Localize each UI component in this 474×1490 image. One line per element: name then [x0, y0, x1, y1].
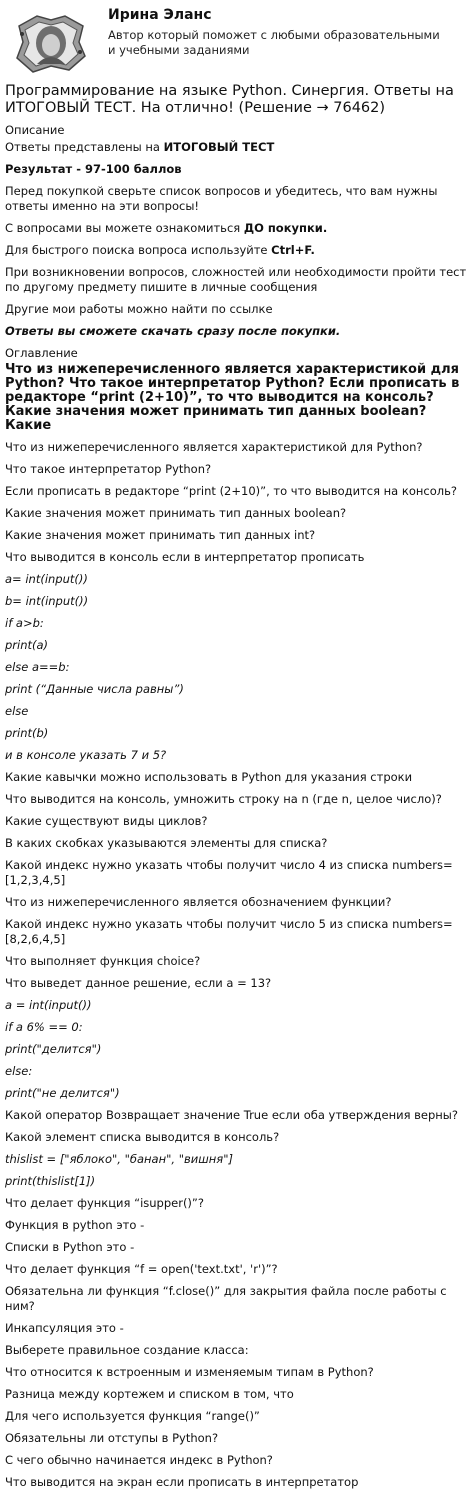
- question-item: if a 6% == 0:: [5, 1020, 83, 1034]
- question-item: Какие кавычки можно использовать в Python для указания строки: [5, 770, 413, 784]
- result-line: Результат - 97-100 баллов: [5, 162, 182, 176]
- toc-heading: Что из нижеперечисленного является характеристикой для Python? Что такое интерпретатор Python? Если прописать в редакторе “print (2+10)”, то что выводится на консоль? Какие значения может принимать тип данных boolean? Какие: [5, 362, 460, 433]
- question-item: Какие значения может принимать тип данных boolean?: [5, 506, 347, 520]
- question-item: Какой элемент списка выводится в консоль?: [5, 1130, 280, 1144]
- question-item: thislist = ["яблоко", "банан", "вишня"]: [5, 1152, 233, 1166]
- question-item: else a==b:: [5, 660, 70, 674]
- description-label: Описание: [5, 123, 65, 137]
- question-item: Функция в python это -: [5, 1218, 145, 1232]
- question-item: a= int(input()): [5, 572, 88, 586]
- search-line: [5, 243, 468, 258]
- question-item: Для чего используется функция “range()”: [5, 1409, 260, 1423]
- question-list: [5, 440, 468, 1490]
- question-item: Какие значения может принимать тип данных int?: [5, 528, 316, 542]
- question-item: Если прописать в редакторе “print (2+10)”, то что выводится на консоль?: [5, 484, 457, 498]
- author-description: Автор который поможет с любыми образовательными и учебными заданиями: [108, 28, 440, 57]
- author-name[interactable]: Ирина Эланс: [108, 7, 212, 23]
- question-item: Что делает функция “f = open('text.txt', 'r')”?: [5, 1262, 278, 1276]
- check-note: Перед покупкой сверьте список вопросов и убедитесь, что вам нужны ответы именно на эти вопросы!: [5, 184, 438, 213]
- question-item: Какие существуют виды циклов?: [5, 814, 208, 828]
- question-item: Что такое интерпретатор Python?: [5, 462, 212, 476]
- question-item: print("не делится"): [5, 1086, 120, 1100]
- answers-bold: ИТОГОВЫЙ ТЕСТ: [163, 140, 275, 154]
- question-item: print(b): [5, 726, 49, 740]
- question-item: print("делится"): [5, 1042, 102, 1056]
- question-item: В каких скобках указываются элементы для списка?: [5, 836, 328, 850]
- question-item: Выберете правильное создание класса:: [5, 1343, 249, 1357]
- familiar-prefix: С вопросами вы можете ознакомиться: [5, 221, 244, 235]
- question-item: Что из нижеперечисленного является характеристикой для Python?: [5, 440, 423, 454]
- question-item: Какой индекс нужно указать чтобы получит число 4 из списка numbers= [1,2,3,4,5]: [5, 858, 453, 887]
- question-item: Что из нижеперечисленного является обозначением функции?: [5, 895, 392, 909]
- search-prefix: Для быстрого поиска вопроса используйте: [5, 243, 272, 257]
- question-item: Что выводится в консоль если в интерпретатор прописать: [5, 550, 365, 564]
- question-item: b= int(input()): [5, 594, 89, 608]
- question-item: С чего обычно начинается индекс в Python?: [5, 1453, 273, 1467]
- question-item: Что выведет данное решение, если a = 13?: [5, 976, 272, 990]
- question-item: print (“Данные числа равны”): [5, 682, 184, 696]
- question-item: else: [5, 704, 29, 718]
- question-item: Что относится к встроенным и изменяемым типам в Python?: [5, 1365, 374, 1379]
- question-item: print(a): [5, 638, 49, 652]
- question-item: Какой оператор Возвращает значение True если оба утверждения верны?: [5, 1108, 458, 1122]
- question-item: Разница между кортежем и списком в том, что: [5, 1387, 294, 1401]
- question-item: if a>b:: [5, 616, 44, 630]
- question-item: print(thislist[1]): [5, 1174, 96, 1188]
- page-title: Программирование на языке Python. Синергия. Ответы на ИТОГОВЫЙ ТЕСТ. На отлично! (Решение → 76462): [5, 83, 454, 116]
- question-item: a = int(input()): [5, 998, 92, 1012]
- question-item: Обязательны ли отступы в Python?: [5, 1431, 219, 1445]
- avatar[interactable]: [13, 12, 89, 76]
- download-note: Ответы вы сможете скачать сразу после покупки.: [5, 324, 341, 338]
- question-item: Что делает функция “isupper()”?: [5, 1196, 204, 1210]
- question-item: Какой индекс нужно указать чтобы получит число 5 из списка numbers= [8,2,6,4,5]: [5, 917, 453, 946]
- question-item: Списки в Python это -: [5, 1240, 135, 1254]
- familiar-bold: ДО покупки.: [243, 221, 328, 235]
- toc-label: Оглавление: [5, 346, 78, 360]
- questions-note: При возникновении вопросов, сложностей или необходимости пройти тест по другому предмету пишите в личные сообщения: [5, 265, 467, 294]
- avatar-frame-icon: [13, 12, 89, 76]
- familiar-line: [5, 221, 468, 236]
- other-works-link[interactable]: Другие мои работы можно найти по ссылке: [5, 302, 273, 316]
- answers-line: [5, 140, 468, 155]
- question-item: Что выводится на экран если прописать в интерпретатор: [5, 1475, 359, 1489]
- question-item: и в консоле указать 7 и 5?: [5, 748, 167, 762]
- question-item: Обязательна ли функция “f.close()” для закрытия файла после работы с ним?: [5, 1284, 447, 1313]
- question-item: Что выводится на консоль, умножить строку на n (где n, целое число)?: [5, 792, 442, 806]
- question-item: Что выполняет функция choice?: [5, 954, 201, 968]
- answers-prefix: Ответы представлены на: [5, 140, 164, 154]
- question-item: else:: [5, 1064, 33, 1078]
- question-item: Инкапсуляция это -: [5, 1321, 124, 1335]
- search-bold: Ctrl+F.: [271, 243, 315, 257]
- author-block: [5, 0, 468, 80]
